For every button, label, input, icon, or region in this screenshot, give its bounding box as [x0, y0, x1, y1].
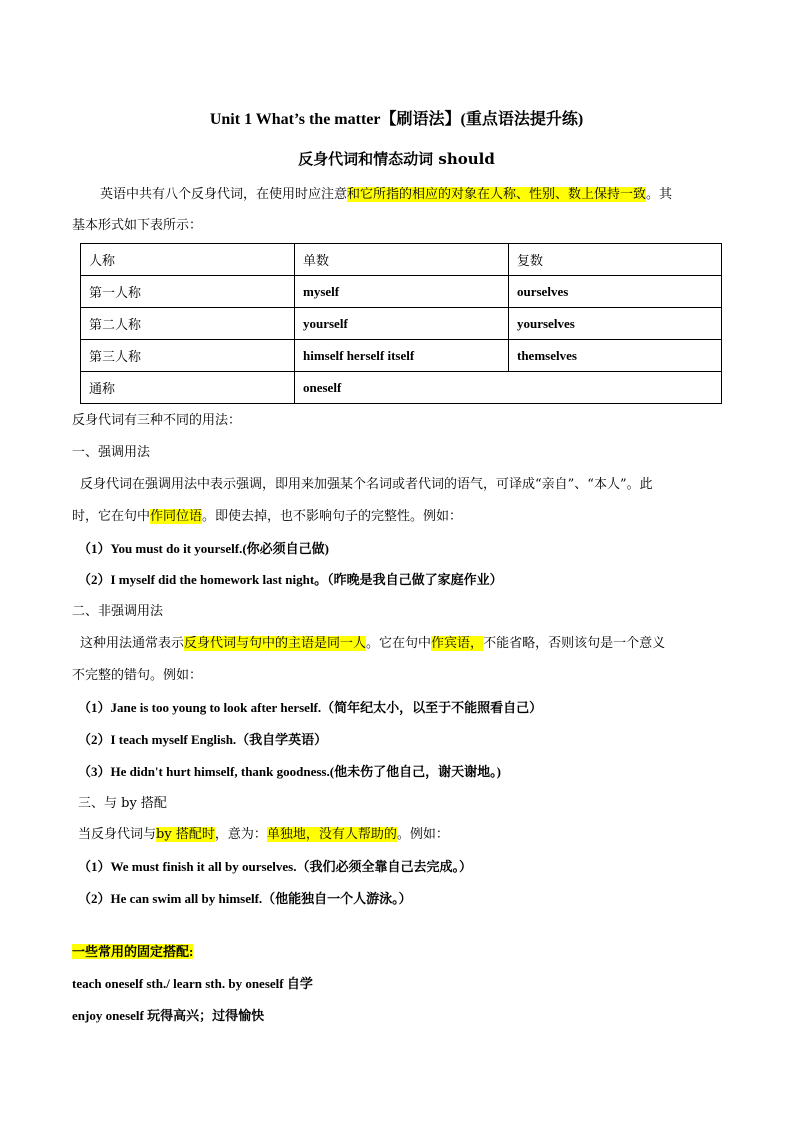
usage-intro: 反身代词有三种不同的用法：	[72, 413, 242, 428]
intro-highlight: 和它所指的相应的对象在人称、性别、数上保持一致	[347, 187, 647, 202]
section3-heading: 三、与 by 搭配	[78, 796, 167, 811]
table-header-cell: 复数	[509, 244, 722, 276]
section3-highlight-1: by 搭配时	[156, 827, 215, 842]
table-cell: myself	[295, 276, 509, 308]
phrase-item: enjoy oneself 玩得高兴；过得愉快	[72, 1008, 265, 1023]
table-cell: 通称	[81, 372, 295, 404]
section3-highlight-2: 单独地，没有人帮助的	[266, 827, 397, 842]
table-cell: themselves	[509, 340, 722, 372]
table-row	[81, 276, 722, 308]
section2-example-3: （3）He didn't hurt himself, thank goodness.(他未伤了他自己，谢天谢地。)	[78, 764, 501, 779]
section1-highlight: 作同位语	[150, 509, 203, 524]
page-subtitle: 反身代词和情态动词 should	[298, 150, 495, 168]
section1-text-line-1: 反身代词在强调用法中表示强调，即用来加强某个名词或者代词的语气，可译成“亲自”、“本人”。此	[80, 477, 653, 492]
table-cell: oneself	[295, 372, 722, 404]
intro-text: 英语中共有八个反身代词，在使用时应注意	[100, 187, 348, 202]
table-cell: yourself	[295, 308, 509, 340]
section1-example-2: （2）I myself did the homework last night。（昨晚是我自己做了家庭作业）	[78, 572, 503, 587]
section2-highlight-2: 作宾语，	[431, 636, 484, 651]
intro-text-end: 。其	[646, 187, 673, 202]
table-row	[81, 372, 722, 404]
section2-text-line-1: 这种用法通常表示反身代词与句中的主语是同一人。它在句中作宾语，不能省略，否则该句是一个意义	[80, 636, 666, 651]
table-header-cell: 单数	[295, 244, 509, 276]
phrases-heading	[72, 941, 722, 964]
table-header-row	[81, 244, 722, 276]
phrase-item: teach oneself sth./ learn sth. by oneself 自学	[72, 976, 313, 991]
table-row	[81, 340, 722, 372]
section3-example-2: （2）He can swim all by himself.（他能独自一个人游泳。）	[78, 891, 412, 906]
section3-text: 当反身代词与by 搭配时，意为：单独地，没有人帮助的。例如：	[78, 827, 449, 842]
section2-heading: 二、非强调用法	[72, 604, 164, 619]
table-row	[81, 308, 722, 340]
table-cell: ourselves	[509, 276, 722, 308]
section1-text-line-2: 时，它在句中作同位语。即使去掉，也不影响句子的完整性。例如：	[72, 509, 463, 524]
section1-example-1: （1）You must do it yourself.(你必须自己做)	[78, 541, 329, 556]
page-title: Unit 1 What’s the matter【刷语法】(重点语法提升练)	[209, 111, 584, 128]
section2-example-2: （2）I teach myself English.（我自学英语）	[78, 732, 328, 747]
section2-highlight-1: 反身代词与句中的主语是同一人	[184, 636, 367, 651]
intro-paragraph	[100, 184, 750, 206]
table-cell: 第三人称	[81, 340, 295, 372]
table-cell: himself herself itself	[295, 340, 509, 372]
section1-heading: 一、强调用法	[72, 445, 151, 460]
intro-line-2: 基本形式如下表所示：	[72, 218, 203, 233]
table-cell: yourselves	[509, 308, 722, 340]
reflexive-pronoun-table	[80, 243, 722, 404]
section3-example-1: （1）We must finish it all by ourselves.（我们必须全靠自己去完成。）	[78, 859, 472, 874]
phrases-heading-highlight: 一些常用的固定搭配:	[72, 944, 194, 959]
table-cell: 第一人称	[81, 276, 295, 308]
table-header-cell: 人称	[81, 244, 295, 276]
section2-example-1: （1）Jane is too young to look after herself.（简年纪太小，以至于不能照看自己）	[78, 700, 543, 715]
table-cell: 第二人称	[81, 308, 295, 340]
section2-text-line-2: 不完整的错句。例如：	[72, 668, 203, 683]
